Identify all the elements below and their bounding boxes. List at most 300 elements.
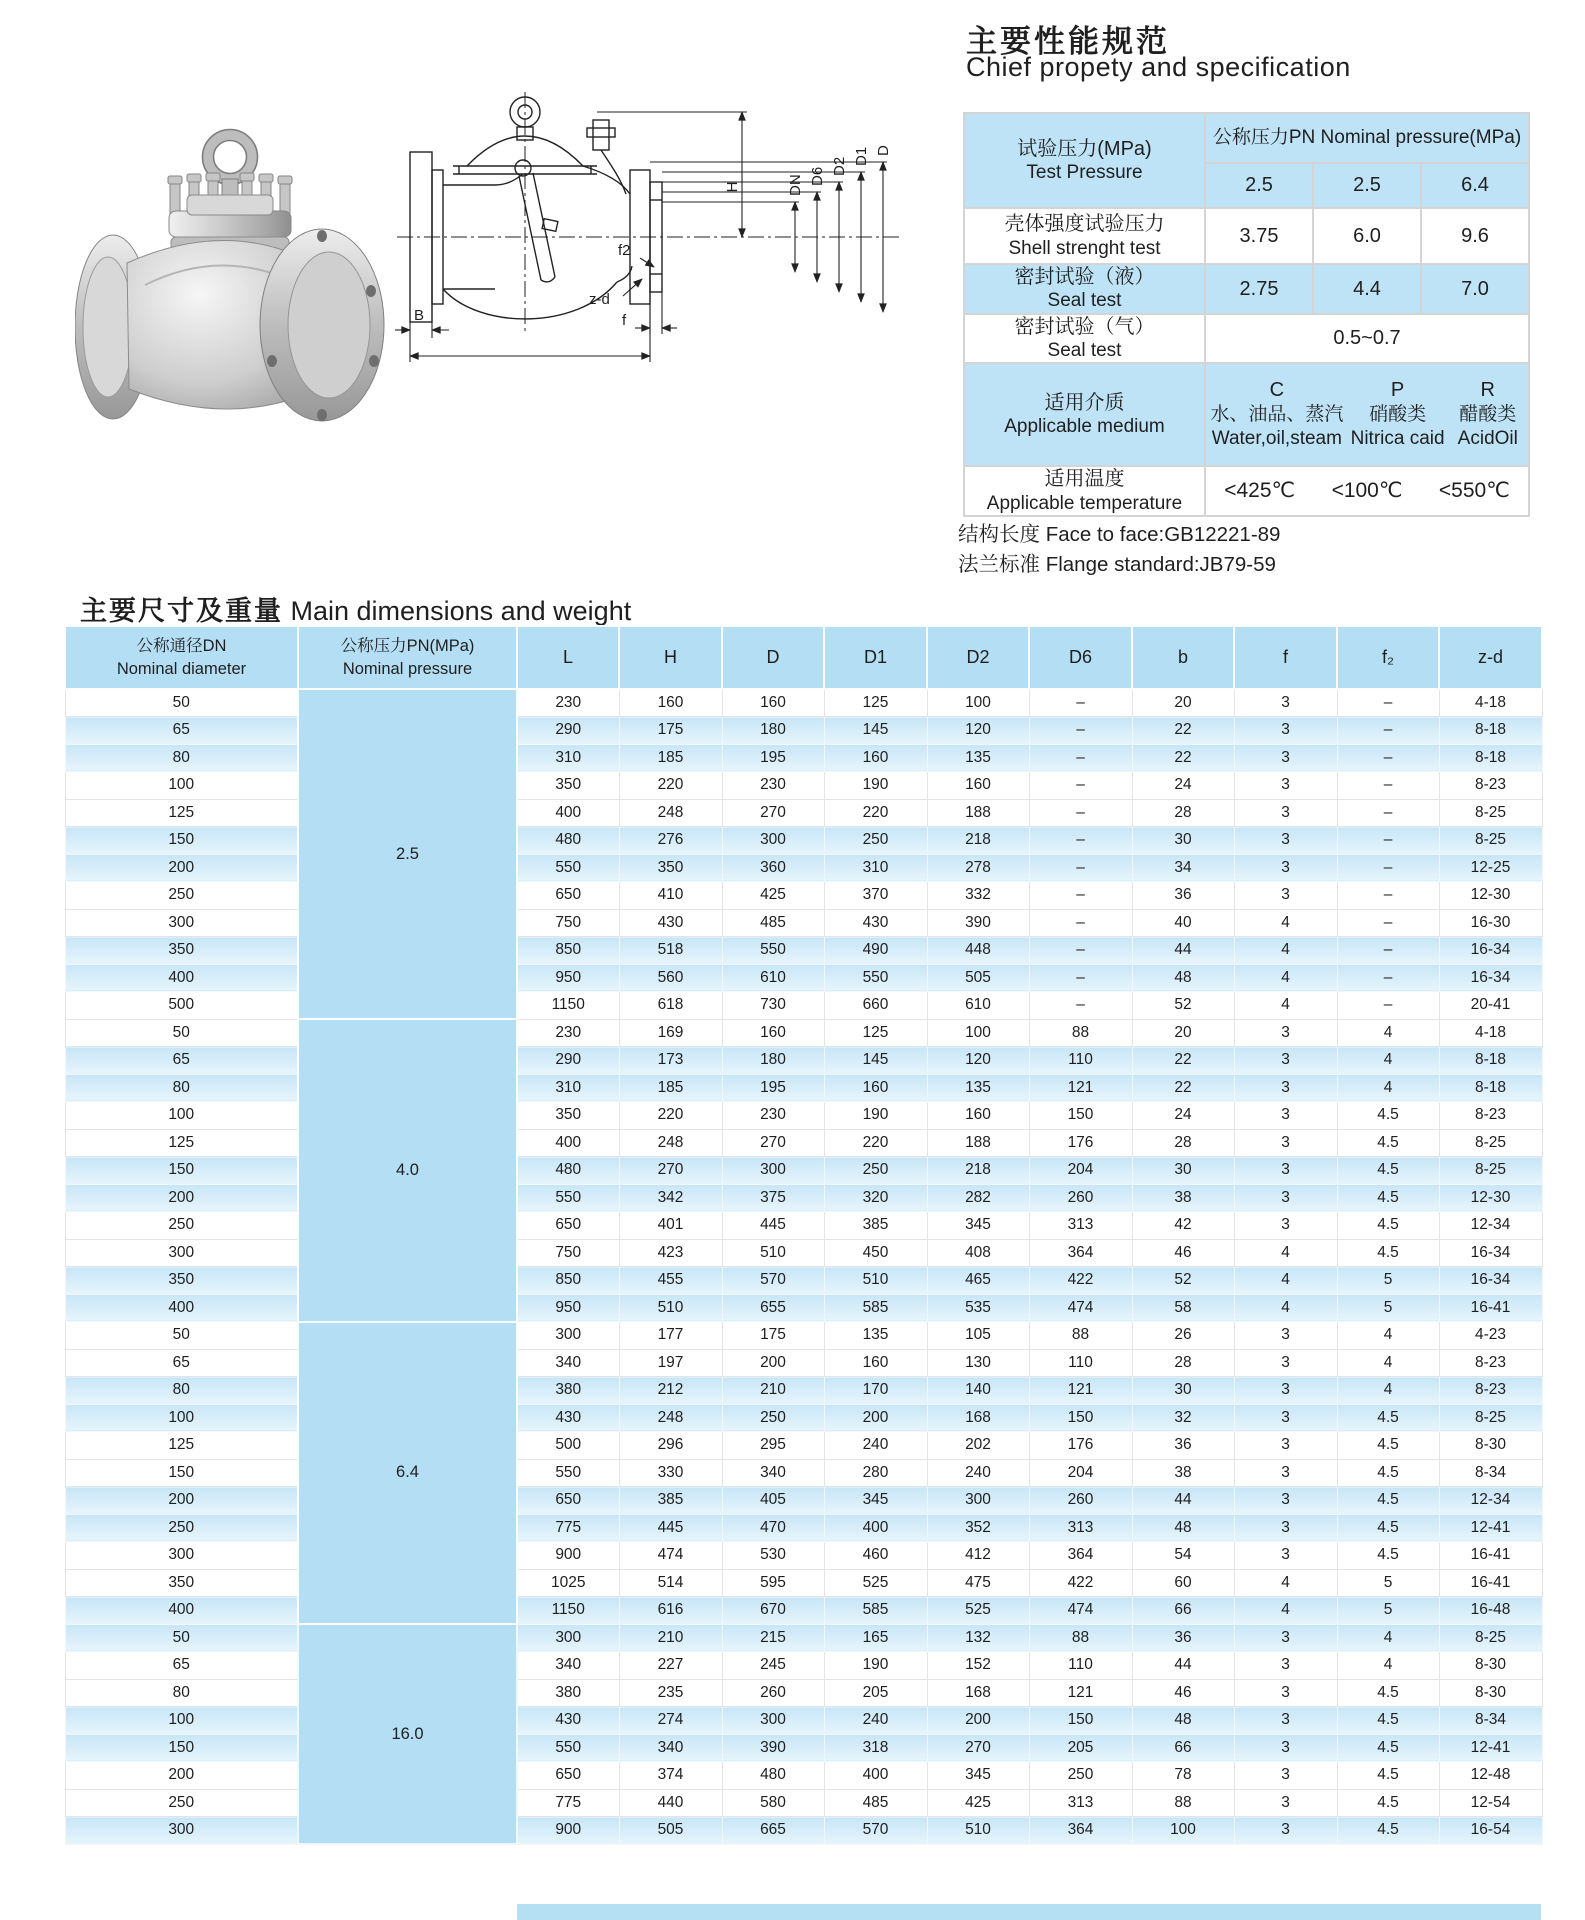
- dimension-cell: 36: [1132, 1432, 1234, 1460]
- dimension-cell: 310: [517, 1074, 619, 1102]
- dimension-cell: 12-34: [1439, 1487, 1542, 1515]
- dimension-cell: 190: [824, 1652, 927, 1680]
- dimension-cell: 3: [1234, 854, 1337, 882]
- dimension-cell: 380: [517, 1679, 619, 1707]
- dimension-cell: 250: [722, 1404, 824, 1432]
- dimension-cell: 585: [824, 1597, 927, 1625]
- dimension-cell: 4.5: [1337, 1404, 1439, 1432]
- dimension-cell: 40: [1132, 909, 1234, 937]
- dimension-cell: 616: [619, 1597, 722, 1625]
- dimension-cell: 665: [722, 1817, 824, 1845]
- dimension-cell: 204: [1029, 1157, 1132, 1185]
- dimension-cell: 300: [722, 1707, 824, 1735]
- table-row: [65, 1019, 1542, 1047]
- dimension-cell: 110: [1029, 1652, 1132, 1680]
- table-row: [65, 1157, 1542, 1185]
- dimension-cell: 4: [1234, 1239, 1337, 1267]
- dimension-cell: 430: [824, 909, 927, 937]
- shell-test-row: [964, 208, 1529, 264]
- dimension-cell: 160: [927, 772, 1029, 800]
- table-row: [65, 1102, 1542, 1130]
- dimension-cell: 300: [517, 1624, 619, 1652]
- dimension-cell: 200: [824, 1404, 927, 1432]
- dimension-cell: –: [1337, 689, 1439, 717]
- dimension-cell: 260: [722, 1679, 824, 1707]
- dimension-cell: 4.5: [1337, 1212, 1439, 1240]
- table-row: [65, 937, 1542, 965]
- dimension-cell: 230: [722, 1102, 824, 1130]
- dn-cell: 65: [65, 1349, 298, 1377]
- dimension-cell: 3: [1234, 1514, 1337, 1542]
- dimension-cell: 160: [927, 1102, 1029, 1130]
- dimension-cell: 332: [927, 882, 1029, 910]
- table-row: [65, 1349, 1542, 1377]
- dimension-cell: 120: [927, 1047, 1029, 1075]
- dimension-cell: 4.5: [1337, 1542, 1439, 1570]
- dimension-cell: 4.5: [1337, 1432, 1439, 1460]
- dimension-cell: 3: [1234, 1074, 1337, 1102]
- dimension-cell: 8-18: [1439, 744, 1542, 772]
- dimension-cell: 46: [1132, 1679, 1234, 1707]
- dimension-cell: 330: [619, 1459, 722, 1487]
- dimension-cell: 188: [927, 799, 1029, 827]
- dimension-cell: 160: [824, 744, 927, 772]
- dimension-cell: 550: [517, 1184, 619, 1212]
- col-header-f: f: [1234, 626, 1337, 689]
- dimension-cell: 8-25: [1439, 799, 1542, 827]
- dimension-cell: 230: [517, 1019, 619, 1047]
- dn-cell: 350: [65, 937, 298, 965]
- dimension-cell: 352: [927, 1514, 1029, 1542]
- dimension-cell: 1025: [517, 1569, 619, 1597]
- dimension-cell: 260: [1029, 1487, 1132, 1515]
- dimension-cell: 4.5: [1337, 1734, 1439, 1762]
- dn-cell: 80: [65, 1074, 298, 1102]
- medium-row: [964, 363, 1529, 466]
- dimension-cell: 8-23: [1439, 1377, 1542, 1405]
- pn-value: 2.5: [1205, 163, 1313, 208]
- dimension-cell: 950: [517, 1294, 619, 1322]
- dimension-cell: 550: [824, 964, 927, 992]
- dimension-cell: 4-23: [1439, 1322, 1542, 1350]
- dimension-cell: 150: [1029, 1707, 1132, 1735]
- dimension-cell: –: [1337, 744, 1439, 772]
- dimension-cell: 570: [824, 1817, 927, 1845]
- dimension-cell: 340: [722, 1459, 824, 1487]
- dimension-cell: 3: [1234, 1542, 1337, 1570]
- dimension-cell: 775: [517, 1789, 619, 1817]
- valve-section-outline: [397, 92, 900, 334]
- dimension-cell: 3: [1234, 1404, 1337, 1432]
- dn-cell: 300: [65, 1239, 298, 1267]
- dimension-cell: 423: [619, 1239, 722, 1267]
- table-row: [65, 827, 1542, 855]
- dimension-cell: 197: [619, 1349, 722, 1377]
- dimension-cell: 28: [1132, 799, 1234, 827]
- dimension-cell: 4-18: [1439, 1019, 1542, 1047]
- dimension-cell: 200: [927, 1707, 1029, 1735]
- dn-cell: 100: [65, 772, 298, 800]
- dimension-cell: 78: [1132, 1762, 1234, 1790]
- dimension-cell: 550: [722, 937, 824, 965]
- dimension-cell: 30: [1132, 827, 1234, 855]
- dimension-cell: 66: [1132, 1734, 1234, 1762]
- dimension-cell: 290: [517, 1047, 619, 1075]
- dimension-cell: –: [1029, 964, 1132, 992]
- dimension-cell: 4.5: [1337, 1459, 1439, 1487]
- table-row: [65, 1734, 1542, 1762]
- dimension-cell: 3: [1234, 1679, 1337, 1707]
- dn-cell: 250: [65, 882, 298, 910]
- dimension-cell: –: [1029, 882, 1132, 910]
- zd-label: z-d: [589, 291, 610, 308]
- dimension-cell: 4.5: [1337, 1789, 1439, 1817]
- dimension-cell: 220: [824, 1129, 927, 1157]
- dimension-cell: 474: [1029, 1294, 1132, 1322]
- table-row: [65, 854, 1542, 882]
- dimension-cell: 530: [722, 1542, 824, 1570]
- dimension-cell: 4.5: [1337, 1679, 1439, 1707]
- dimension-cell: 4: [1337, 1074, 1439, 1102]
- dimension-cell: 250: [1029, 1762, 1132, 1790]
- table-row: [65, 1129, 1542, 1157]
- dimension-cell: 364: [1029, 1239, 1132, 1267]
- col-header-H: H: [619, 626, 722, 689]
- dimension-cell: 510: [619, 1294, 722, 1322]
- dimension-cell: 160: [824, 1074, 927, 1102]
- dimension-cell: 650: [517, 882, 619, 910]
- dimension-cell: 195: [722, 1074, 824, 1102]
- dimension-cell: 480: [517, 1157, 619, 1185]
- dimension-cell: 3: [1234, 1157, 1337, 1185]
- dimension-cell: 3: [1234, 1019, 1337, 1047]
- dn-cell: 100: [65, 1404, 298, 1432]
- dimension-cell: 12-48: [1439, 1762, 1542, 1790]
- dimension-cell: 3: [1234, 799, 1337, 827]
- dimension-cell: 4: [1234, 992, 1337, 1020]
- dimension-cell: 160: [722, 1019, 824, 1047]
- pn-group-cell: 6.4: [298, 1322, 517, 1625]
- dimension-cell: 400: [517, 1129, 619, 1157]
- dimension-cell: 16-30: [1439, 909, 1542, 937]
- dimension-cell: 16-34: [1439, 1239, 1542, 1267]
- col-header-f2: f₂: [1337, 626, 1439, 689]
- dimension-cell: 12-54: [1439, 1789, 1542, 1817]
- dimension-cell: 485: [824, 1789, 927, 1817]
- dimension-cell: 3: [1234, 1349, 1337, 1377]
- dimension-cell: 850: [517, 937, 619, 965]
- dimension-cell: 205: [1029, 1734, 1132, 1762]
- dimension-cell: 8-30: [1439, 1432, 1542, 1460]
- table-row: [65, 1762, 1542, 1790]
- dimension-cell: 4: [1337, 1652, 1439, 1680]
- dimension-cell: 30: [1132, 1377, 1234, 1405]
- table-row: [65, 1459, 1542, 1487]
- table-row: [65, 744, 1542, 772]
- dimension-cell: 440: [619, 1789, 722, 1817]
- test-pressure-label: [964, 113, 1205, 208]
- dimension-cell: 282: [927, 1184, 1029, 1212]
- dn-cell: 300: [65, 909, 298, 937]
- dimension-cell: 8-18: [1439, 1074, 1542, 1102]
- dimension-cell: 8-25: [1439, 1157, 1542, 1185]
- table-row: [65, 1817, 1542, 1845]
- dimension-cell: 22: [1132, 744, 1234, 772]
- spec-title-zh: 主要性能规范: [966, 24, 1170, 59]
- spec-header-row: [964, 113, 1529, 163]
- dimension-cell: 100: [927, 689, 1029, 717]
- dimension-cell: 210: [722, 1377, 824, 1405]
- dimension-cell: 16-41: [1439, 1294, 1542, 1322]
- dimension-cell: 474: [619, 1542, 722, 1570]
- dimension-cell: 12-41: [1439, 1734, 1542, 1762]
- shell-test-value: 6.0: [1313, 208, 1421, 264]
- dimension-cell: 385: [619, 1487, 722, 1515]
- table-row: [65, 1487, 1542, 1515]
- dimension-cell: 850: [517, 1267, 619, 1295]
- medium-col-nitric: P 硝酸类 Nitrica caid: [1350, 379, 1445, 450]
- table-row: [65, 1404, 1542, 1432]
- dimension-cell: 4.5: [1337, 1102, 1439, 1130]
- flange-standard-note: 法兰标准 Flange standard:JB79-59: [958, 553, 1276, 576]
- dimension-cell: 3: [1234, 1212, 1337, 1240]
- table-row: [65, 1569, 1542, 1597]
- dimension-cell: 218: [927, 1157, 1029, 1185]
- seal-liquid-value: 2.75: [1205, 264, 1313, 314]
- dimension-cell: 8-23: [1439, 1102, 1542, 1130]
- dimension-cell: 3: [1234, 1487, 1337, 1515]
- dimension-cell: –: [1337, 854, 1439, 882]
- d-label: D: [875, 145, 892, 156]
- dimension-cell: 400: [824, 1514, 927, 1542]
- dimension-cell: 274: [619, 1707, 722, 1735]
- dimension-cell: 121: [1029, 1377, 1132, 1405]
- table-row: [65, 1322, 1542, 1350]
- dimension-cell: 8-25: [1439, 1624, 1542, 1652]
- dn-cell: 150: [65, 827, 298, 855]
- dimension-cell: 4.5: [1337, 1817, 1439, 1845]
- dimensions-table-header: [65, 626, 1542, 689]
- dimension-cell: 375: [722, 1184, 824, 1212]
- dimension-cell: 318: [824, 1734, 927, 1762]
- dimension-cell: 230: [517, 689, 619, 717]
- dimension-cell: 135: [824, 1322, 927, 1350]
- dimension-cell: 169: [619, 1019, 722, 1047]
- seal-liquid-row: [964, 264, 1529, 314]
- dn-cell: 350: [65, 1267, 298, 1295]
- dimension-cell: 4: [1337, 1047, 1439, 1075]
- dimension-cell: 175: [722, 1322, 824, 1350]
- dimension-cell: 300: [517, 1322, 619, 1350]
- table-row: [65, 1789, 1542, 1817]
- dimension-cell: –: [1029, 689, 1132, 717]
- dimension-cell: 8-34: [1439, 1459, 1542, 1487]
- dimension-cell: 550: [517, 1459, 619, 1487]
- dimension-cell: 190: [824, 772, 927, 800]
- dn-cell: 80: [65, 1679, 298, 1707]
- dimension-cell: 595: [722, 1569, 824, 1597]
- dimension-cell: 168: [927, 1404, 1029, 1432]
- dimension-cell: 505: [619, 1817, 722, 1845]
- dimension-cell: 175: [619, 717, 722, 745]
- dimension-cell: 510: [824, 1267, 927, 1295]
- dimension-cell: –: [1337, 827, 1439, 855]
- pn-value: 2.5: [1313, 163, 1421, 208]
- table-row: [65, 1377, 1542, 1405]
- dimension-cell: 900: [517, 1817, 619, 1845]
- dimension-cell: 100: [1132, 1817, 1234, 1845]
- dimension-cell: 900: [517, 1542, 619, 1570]
- medium-col-water: C 水、油品、蒸汽 Water,oil,steam: [1210, 379, 1344, 450]
- dimension-cell: 202: [927, 1432, 1029, 1460]
- dimension-cell: 16-34: [1439, 1267, 1542, 1295]
- dimension-cell: 730: [722, 992, 824, 1020]
- dimension-cell: 145: [824, 1047, 927, 1075]
- dimension-cell: 58: [1132, 1294, 1234, 1322]
- dn-label: DN: [787, 174, 804, 196]
- dimension-cell: 618: [619, 992, 722, 1020]
- col-header-b: b: [1132, 626, 1234, 689]
- dimension-cell: 320: [824, 1184, 927, 1212]
- dimension-cell: –: [1337, 772, 1439, 800]
- pn-group-cell: 2.5: [298, 689, 517, 1019]
- dimension-cell: 650: [517, 1487, 619, 1515]
- f-label: f: [622, 312, 627, 329]
- dimension-cell: 470: [722, 1514, 824, 1542]
- d6-label: D6: [809, 166, 826, 186]
- dimension-cell: 4: [1234, 964, 1337, 992]
- dimension-cell: –: [1337, 909, 1439, 937]
- test-pressure-en: Test Pressure: [1026, 162, 1143, 184]
- dimension-cell: 400: [517, 799, 619, 827]
- table-row: [65, 689, 1542, 717]
- dimension-cell: 12-30: [1439, 1184, 1542, 1212]
- seal-gas-value: 0.5~0.7: [1205, 314, 1529, 364]
- dimension-cell: 12-30: [1439, 882, 1542, 910]
- d1-label: D1: [853, 146, 870, 166]
- dimension-cell: –: [1029, 717, 1132, 745]
- dimension-cell: 16-48: [1439, 1597, 1542, 1625]
- dimension-cell: 380: [517, 1377, 619, 1405]
- dimension-cell: 240: [824, 1432, 927, 1460]
- dimension-cell: 20-41: [1439, 992, 1542, 1020]
- dimension-cell: 570: [722, 1267, 824, 1295]
- dn-cell: 80: [65, 744, 298, 772]
- col-header-pn: 公称压力PN(MPa) Nominal pressure: [298, 626, 517, 689]
- dimension-cell: 670: [722, 1597, 824, 1625]
- table-row: [65, 909, 1542, 937]
- dn-cell: 300: [65, 1542, 298, 1570]
- dimension-cell: 313: [1029, 1212, 1132, 1240]
- dimension-cell: 220: [619, 772, 722, 800]
- pn-header: 公称压力PN Nominal pressure(MPa): [1205, 113, 1529, 163]
- dimension-cell: 3: [1234, 1184, 1337, 1212]
- dimension-cell: 360: [722, 854, 824, 882]
- dimension-cell: 44: [1132, 937, 1234, 965]
- dn-cell: 200: [65, 854, 298, 882]
- dimension-cell: 205: [824, 1679, 927, 1707]
- dn-cell: 500: [65, 992, 298, 1020]
- dimension-cell: 405: [722, 1487, 824, 1515]
- h-label: H: [724, 181, 741, 193]
- dimension-cell: 4.5: [1337, 1239, 1439, 1267]
- dimension-cell: 88: [1029, 1019, 1132, 1047]
- table-row: [65, 772, 1542, 800]
- shell-test-value: 9.6: [1421, 208, 1529, 264]
- dimension-cell: 12-34: [1439, 1212, 1542, 1240]
- col-header-dn: 公称通径DN Nominal diameter: [65, 626, 298, 689]
- dimension-cell: –: [1337, 964, 1439, 992]
- dn-cell: 300: [65, 1817, 298, 1845]
- dimension-cell: 8-25: [1439, 1404, 1542, 1432]
- dimension-cell: 3: [1234, 1102, 1337, 1130]
- dimension-cell: 140: [927, 1377, 1029, 1405]
- dimension-cell: 460: [824, 1542, 927, 1570]
- dimension-cell: 160: [824, 1349, 927, 1377]
- dimension-cell: 3: [1234, 1624, 1337, 1652]
- table-row: [65, 1597, 1542, 1625]
- temperature-row: [964, 466, 1529, 516]
- dimension-cell: 48: [1132, 964, 1234, 992]
- dimension-cell: 125: [824, 1019, 927, 1047]
- dimension-cell: 188: [927, 1129, 1029, 1157]
- dimension-cell: 16-41: [1439, 1542, 1542, 1570]
- dimension-cell: 342: [619, 1184, 722, 1212]
- dimension-cell: 364: [1029, 1542, 1132, 1570]
- dimension-cell: 3: [1234, 744, 1337, 772]
- dimension-cell: 24: [1132, 1102, 1234, 1130]
- seal-liquid-value: 7.0: [1421, 264, 1529, 314]
- dimension-cell: 66: [1132, 1597, 1234, 1625]
- dn-cell: 200: [65, 1762, 298, 1790]
- dimension-cell: 16-34: [1439, 964, 1542, 992]
- dimension-cell: 295: [722, 1432, 824, 1460]
- dimension-cell: 480: [517, 827, 619, 855]
- dn-cell: 250: [65, 1514, 298, 1542]
- dimensions-title: 主要尺寸及重量 Main dimensions and weight: [80, 596, 632, 626]
- dimension-cell: 180: [722, 717, 824, 745]
- dimension-cell: 168: [927, 1679, 1029, 1707]
- dimension-cell: 4: [1234, 1597, 1337, 1625]
- temperature-label: 适用温度 Applicable temperature: [964, 466, 1205, 516]
- dn-cell: 200: [65, 1487, 298, 1515]
- dimension-cell: 38: [1132, 1184, 1234, 1212]
- dimension-cell: 105: [927, 1322, 1029, 1350]
- dimension-cell: 364: [1029, 1817, 1132, 1845]
- seal-gas-label: 密封试验（气） Seal test: [964, 314, 1205, 364]
- dimension-cell: 16-41: [1439, 1569, 1542, 1597]
- dimension-cell: 220: [824, 799, 927, 827]
- dimension-cell: 455: [619, 1267, 722, 1295]
- dimension-cell: 46: [1132, 1239, 1234, 1267]
- seal-liquid-value: 4.4: [1313, 264, 1421, 314]
- dn-cell: 50: [65, 1019, 298, 1047]
- dimension-cell: 340: [517, 1349, 619, 1377]
- medium-label: 适用介质 Applicable medium: [964, 363, 1205, 466]
- table-row: [65, 1624, 1542, 1652]
- dimension-cell: 8-30: [1439, 1679, 1542, 1707]
- dimension-cell: 448: [927, 937, 1029, 965]
- table-row: [65, 717, 1542, 745]
- dimension-cell: 385: [824, 1212, 927, 1240]
- dn-cell: 65: [65, 1047, 298, 1075]
- dimension-cell: 88: [1029, 1624, 1132, 1652]
- dimension-cell: 52: [1132, 992, 1234, 1020]
- dimension-cell: 313: [1029, 1789, 1132, 1817]
- dimension-cell: 4: [1337, 1019, 1439, 1047]
- dimension-cell: 270: [619, 1157, 722, 1185]
- dimension-cell: 401: [619, 1212, 722, 1240]
